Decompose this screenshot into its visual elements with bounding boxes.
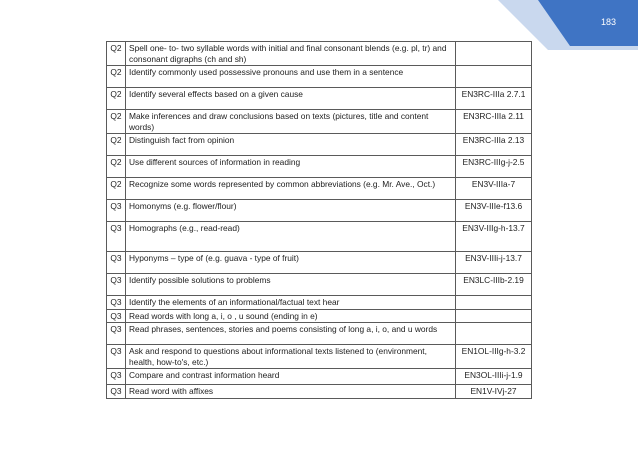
competency-cell: Identify commonly used possessive pronouns and use them in a sentence <box>126 66 456 88</box>
table-row <box>107 88 532 110</box>
code-cell <box>456 323 532 345</box>
code-cell: EN3OL-IIIi-j-1.9 <box>456 369 532 385</box>
table-row <box>107 296 532 310</box>
code-cell: EN1OL-IIIg-h-3.2 <box>456 345 532 369</box>
quarter-cell: Q3 <box>107 323 126 345</box>
competency-cell: Use different sources of information in reading <box>126 156 456 178</box>
page-number: 183 <box>600 17 616 27</box>
table-row <box>107 222 532 252</box>
quarter-cell: Q2 <box>107 110 126 134</box>
competency-cell: Compare and contrast information heard <box>126 369 456 385</box>
table-row <box>107 134 532 156</box>
code-cell: EN3V-IIIe-f13.6 <box>456 200 532 222</box>
competency-cell: Read words with long a, i, o , u sound (ending in e) <box>126 309 456 323</box>
competency-cell: Distinguish fact from opinion <box>126 134 456 156</box>
quarter-cell: Q3 <box>107 345 126 369</box>
competency-cell: Recognize some words represented by common abbreviations (e.g. Mr. Ave., Oct.) <box>126 178 456 200</box>
competency-cell: Make inferences and draw conclusions based on texts (pictures, title and content words) <box>126 110 456 134</box>
competency-cell: Ask and respond to questions about informational texts listened to (environment, health, how-to's, etc.) <box>126 345 456 369</box>
table-row <box>107 252 532 274</box>
competency-cell: Spell one- to- two syllable words with initial and final consonant blends (e.g. pl, tr) and consonant digraphs (ch and sh) <box>126 42 456 66</box>
competency-cell: Hyponyms – type of (e.g. guava - type of fruit) <box>126 252 456 274</box>
table-row <box>107 178 532 200</box>
code-cell <box>456 296 532 310</box>
quarter-cell: Q2 <box>107 178 126 200</box>
competency-cell: Read word with affixes <box>126 385 456 399</box>
quarter-cell: Q2 <box>107 42 126 66</box>
table-row <box>107 309 532 323</box>
quarter-cell: Q3 <box>107 200 126 222</box>
code-cell: EN3RC-IIIa 2.11 <box>456 110 532 134</box>
competency-cell: Read phrases, sentences, stories and poems consisting of long a, i, o, and u words <box>126 323 456 345</box>
quarter-cell: Q2 <box>107 88 126 110</box>
quarter-cell: Q2 <box>107 156 126 178</box>
table-row <box>107 274 532 296</box>
quarter-cell: Q2 <box>107 134 126 156</box>
quarter-cell: Q3 <box>107 296 126 310</box>
table-row <box>107 323 532 345</box>
code-cell <box>456 42 532 66</box>
competency-table <box>106 41 532 399</box>
table-row <box>107 385 532 399</box>
code-cell: EN3RC-IIIa 2.13 <box>456 134 532 156</box>
quarter-cell: Q3 <box>107 309 126 323</box>
competency-cell: Identify possible solutions to problems <box>126 274 456 296</box>
quarter-cell: Q3 <box>107 385 126 399</box>
code-cell: EN1V-IVj-27 <box>456 385 532 399</box>
code-cell: EN3LC-IIIb-2.19 <box>456 274 532 296</box>
table-row <box>107 369 532 385</box>
table-row <box>107 110 532 134</box>
table-row <box>107 66 532 88</box>
quarter-cell: Q3 <box>107 252 126 274</box>
code-cell: EN3V-IIIi-j-13.7 <box>456 252 532 274</box>
code-cell: EN3RC-IIIa 2.7.1 <box>456 88 532 110</box>
table-row <box>107 42 532 66</box>
table-row <box>107 345 532 369</box>
code-cell <box>456 66 532 88</box>
competency-cell: Homographs (e.g., read-read) <box>126 222 456 252</box>
code-cell: EN3V-IIIg-h-13.7 <box>456 222 532 252</box>
competency-cell: Identify several effects based on a given cause <box>126 88 456 110</box>
table-row <box>107 156 532 178</box>
code-cell <box>456 309 532 323</box>
quarter-cell: Q3 <box>107 274 126 296</box>
quarter-cell: Q3 <box>107 369 126 385</box>
table-row <box>107 200 532 222</box>
code-cell: EN3V-IIIa-7 <box>456 178 532 200</box>
competency-cell: Homonyms (e.g. flower/flour) <box>126 200 456 222</box>
code-cell: EN3RC-IIIg-j-2.5 <box>456 156 532 178</box>
quarter-cell: Q3 <box>107 222 126 252</box>
quarter-cell: Q2 <box>107 66 126 88</box>
competency-cell: Identify the elements of an informational/factual text hear <box>126 296 456 310</box>
